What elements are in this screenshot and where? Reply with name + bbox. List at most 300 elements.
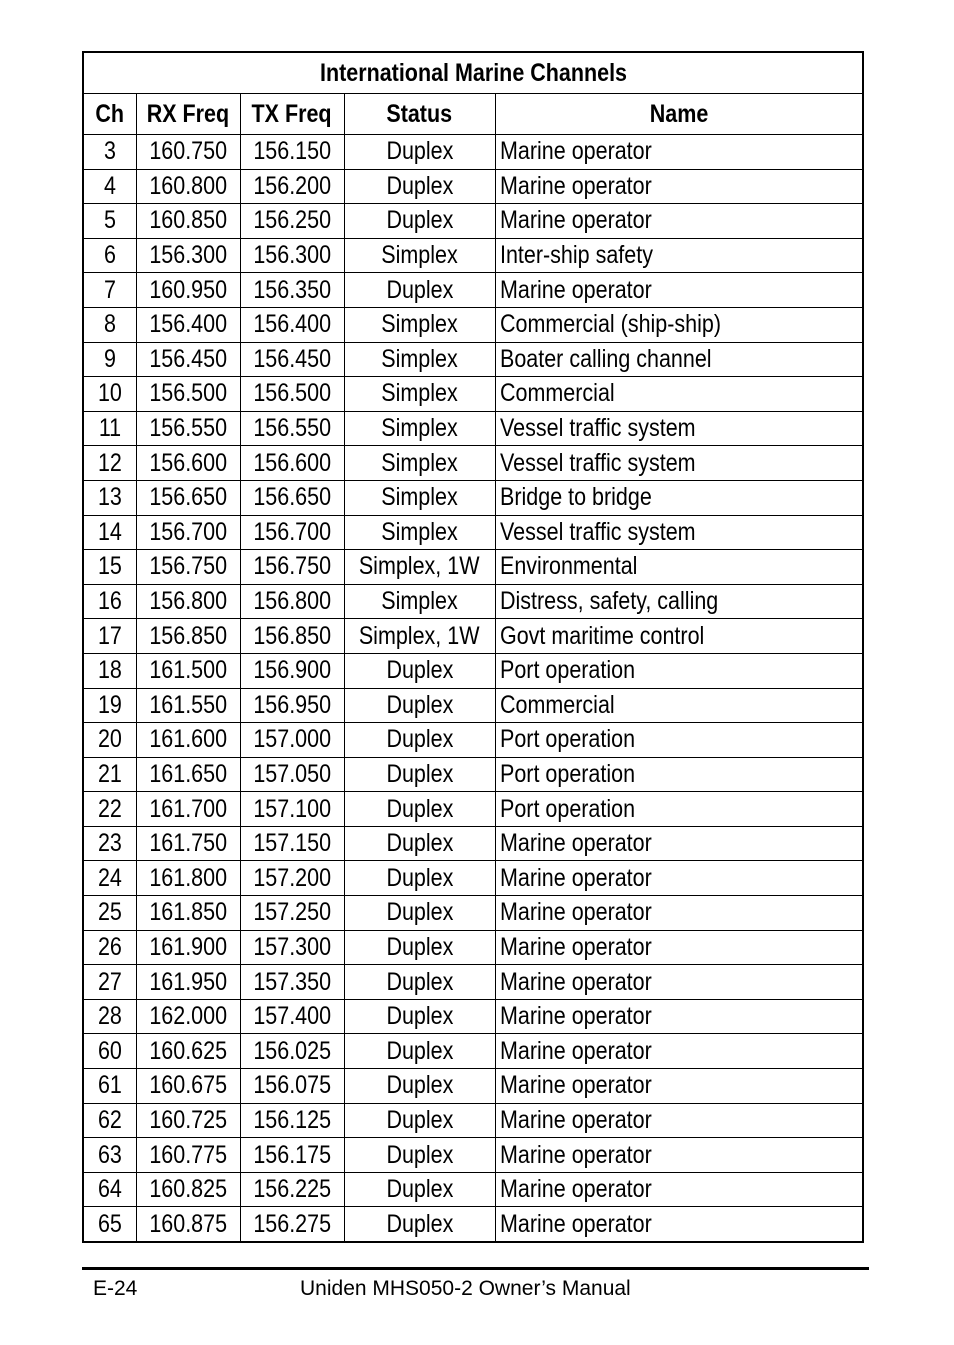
cell-tx-freq-text: 157.300 [253,932,331,961]
cell-tx-freq [240,723,344,758]
cell-ch-text: 17 [97,621,122,650]
cell-rx-freq [136,1138,240,1173]
cell-ch [83,550,136,585]
cell-tx-freq [240,307,344,342]
cell-rx-freq [136,757,240,792]
cell-rx-freq [136,273,240,308]
cell-rx-freq-text: 160.875 [149,1209,227,1238]
cell-name [495,965,863,1000]
cell-tx-freq-text: 156.600 [253,448,331,477]
table-row [83,273,863,308]
cell-tx-freq-text: 156.750 [253,552,331,581]
cell-status-text: Duplex [386,898,453,927]
cell-status [344,550,495,585]
cell-tx-freq-text: 156.850 [253,621,331,650]
cell-status [344,204,495,239]
cell-rx-freq-text: 156.700 [149,517,227,546]
cell-ch-text: 63 [97,1140,122,1169]
cell-name [495,723,863,758]
cell-rx-freq [136,377,240,412]
cell-tx-freq-text: 156.350 [253,275,331,304]
cell-tx-freq-text: 156.075 [253,1071,331,1100]
cell-status [344,377,495,412]
cell-ch [83,723,136,758]
cell-ch [83,411,136,446]
cell-status-text: Simplex [381,241,458,270]
cell-ch-text: 16 [97,587,122,616]
cell-name [495,550,863,585]
cell-status-text: Duplex [386,967,453,996]
cell-name [495,1138,863,1173]
cell-ch-text: 28 [97,1002,122,1031]
cell-tx-freq [240,446,344,481]
cell-status [344,792,495,827]
cell-status [344,480,495,515]
table-row [83,965,863,1000]
cell-tx-freq-text: 156.200 [253,171,331,200]
col-header-status [344,94,495,135]
cell-rx-freq-text: 156.550 [149,414,227,443]
cell-name-text: Marine operator [499,137,652,166]
cell-status [344,757,495,792]
cell-ch-text: 62 [97,1105,122,1134]
cell-status [344,1103,495,1138]
cell-ch-text: 15 [97,552,122,581]
cell-rx-freq-text: 156.650 [149,483,227,512]
cell-name-text: Marine operator [499,898,652,927]
table-row [83,1103,863,1138]
cell-name-text: Marine operator [499,1002,652,1031]
cell-status [344,169,495,204]
cell-tx-freq [240,342,344,377]
cell-name-text: Marine operator [499,863,652,892]
cell-ch-text: 18 [97,656,122,685]
cell-rx-freq-text: 156.800 [149,587,227,616]
cell-tx-freq [240,1207,344,1242]
cell-status-text: Duplex [386,759,453,788]
cell-rx-freq-text: 161.800 [149,863,227,892]
cell-tx-freq [240,688,344,723]
table-row [83,653,863,688]
cell-tx-freq [240,1069,344,1104]
cell-name-text: Marine operator [499,206,652,235]
cell-rx-freq [136,204,240,239]
cell-ch [83,377,136,412]
cell-status [344,688,495,723]
table-row [83,238,863,273]
cell-tx-freq-text: 157.250 [253,898,331,927]
cell-rx-freq [136,411,240,446]
table-row [83,411,863,446]
cell-name-text: Commercial (ship-ship) [499,310,721,339]
cell-tx-freq-text: 156.800 [253,587,331,616]
cell-rx-freq-text: 156.450 [149,344,227,373]
cell-tx-freq-text: 156.900 [253,656,331,685]
table-row [83,792,863,827]
cell-tx-freq [240,1103,344,1138]
cell-name [495,307,863,342]
cell-status [344,619,495,654]
cell-ch-text: 13 [97,483,122,512]
cell-name [495,342,863,377]
cell-status-text: Simplex [381,379,458,408]
cell-tx-freq [240,619,344,654]
cell-ch [83,619,136,654]
cell-rx-freq [136,999,240,1034]
cell-status-text: Duplex [386,1140,453,1169]
manual-title: Uniden MHS050-2 Owner’s Manual [300,1277,631,1300]
cell-name [495,377,863,412]
cell-rx-freq [136,238,240,273]
cell-ch-text: 9 [103,344,116,373]
cell-name [495,1103,863,1138]
col-header-tx-freq-label: TX Freq [251,100,333,128]
cell-name-text: Vessel traffic system [499,517,696,546]
cell-rx-freq [136,930,240,965]
cell-rx-freq-text: 156.600 [149,448,227,477]
cell-name [495,1172,863,1207]
cell-ch [83,1138,136,1173]
cell-tx-freq [240,861,344,896]
cell-ch [83,342,136,377]
table-row [83,688,863,723]
cell-status [344,1207,495,1242]
cell-status-text: Duplex [386,171,453,200]
cell-status [344,411,495,446]
cell-tx-freq [240,169,344,204]
cell-name [495,411,863,446]
cell-status-text: Duplex [386,829,453,858]
cell-tx-freq-text: 156.950 [253,690,331,719]
cell-name [495,204,863,239]
table-row [83,1034,863,1069]
cell-tx-freq-text: 156.150 [253,137,331,166]
cell-rx-freq [136,896,240,931]
cell-tx-freq-text: 156.275 [253,1209,331,1238]
table-row [83,723,863,758]
cell-ch-text: 22 [97,794,122,823]
table-header-row [83,94,863,135]
cell-ch-text: 61 [97,1071,122,1100]
cell-rx-freq-text: 161.850 [149,898,227,927]
cell-tx-freq [240,930,344,965]
cell-status-text: Duplex [386,794,453,823]
cell-status [344,238,495,273]
cell-status-text: Duplex [386,725,453,754]
cell-ch-text: 19 [97,690,122,719]
col-header-tx-freq [240,94,344,135]
cell-rx-freq [136,307,240,342]
cell-tx-freq-text: 156.700 [253,517,331,546]
cell-rx-freq [136,550,240,585]
cell-tx-freq [240,757,344,792]
cell-rx-freq-text: 156.400 [149,310,227,339]
cell-ch [83,1103,136,1138]
cell-rx-freq [136,515,240,550]
cell-name-text: Marine operator [499,1036,652,1065]
cell-status-text: Duplex [386,1071,453,1100]
cell-status [344,1172,495,1207]
cell-status-text: Simplex [381,344,458,373]
cell-name [495,584,863,619]
cell-status [344,861,495,896]
table-row [83,446,863,481]
cell-tx-freq [240,965,344,1000]
table-title-row [83,52,863,94]
cell-name [495,688,863,723]
cell-status [344,1069,495,1104]
cell-tx-freq-text: 157.150 [253,829,331,858]
cell-rx-freq [136,861,240,896]
cell-tx-freq-text: 157.050 [253,759,331,788]
table-row [83,480,863,515]
cell-tx-freq [240,1138,344,1173]
cell-tx-freq-text: 157.200 [253,863,331,892]
cell-rx-freq-text: 160.625 [149,1036,227,1065]
cell-ch [83,792,136,827]
cell-status-text: Duplex [386,1036,453,1065]
cell-ch-text: 27 [97,967,122,996]
table-row [83,584,863,619]
cell-tx-freq [240,999,344,1034]
cell-name [495,515,863,550]
cell-ch-text: 23 [97,829,122,858]
cell-status-text: Simplex [381,448,458,477]
cell-rx-freq [136,965,240,1000]
cell-ch [83,480,136,515]
cell-tx-freq [240,135,344,170]
cell-ch [83,515,136,550]
cell-rx-freq [136,688,240,723]
cell-tx-freq [240,826,344,861]
cell-ch [83,307,136,342]
cell-ch-text: 3 [103,137,116,166]
col-header-name-label: Name [649,100,709,128]
cell-tx-freq [240,204,344,239]
cell-rx-freq [136,653,240,688]
col-header-status-label: Status [386,100,453,128]
cell-name-text: Boater calling channel [499,344,712,373]
table-row [83,1207,863,1242]
cell-name-text: Marine operator [499,1105,652,1134]
cell-rx-freq-text: 160.950 [149,275,227,304]
cell-status [344,965,495,1000]
cell-name [495,861,863,896]
cell-tx-freq-text: 156.175 [253,1140,331,1169]
cell-tx-freq-text: 156.250 [253,206,331,235]
table-body [83,135,863,1243]
cell-rx-freq-text: 160.750 [149,137,227,166]
table-title-text: International Marine Channels [319,59,627,87]
cell-status [344,1034,495,1069]
cell-name-text: Inter-ship safety [499,241,653,270]
cell-tx-freq-text: 157.100 [253,794,331,823]
cell-tx-freq-text: 157.400 [253,1002,331,1031]
cell-tx-freq [240,273,344,308]
cell-rx-freq-text: 156.300 [149,241,227,270]
cell-ch [83,135,136,170]
cell-tx-freq-text: 157.000 [253,725,331,754]
col-header-ch [83,94,136,135]
table-title [83,52,863,94]
cell-rx-freq [136,1207,240,1242]
cell-rx-freq [136,619,240,654]
cell-status-text: Duplex [386,932,453,961]
cell-name-text: Marine operator [499,1175,652,1204]
table-row [83,550,863,585]
cell-ch [83,446,136,481]
table-row [83,861,863,896]
cell-tx-freq-text: 156.500 [253,379,331,408]
cell-ch [83,861,136,896]
cell-ch-text: 24 [97,863,122,892]
cell-tx-freq [240,584,344,619]
cell-status-text: Simplex [381,587,458,616]
cell-status-text: Duplex [386,275,453,304]
table-row [83,377,863,412]
cell-tx-freq [240,515,344,550]
cell-name [495,619,863,654]
cell-rx-freq-text: 160.725 [149,1105,227,1134]
cell-status [344,1138,495,1173]
cell-status [344,826,495,861]
cell-name-text: Environmental [499,552,637,581]
cell-status-text: Simplex [381,414,458,443]
cell-status-text: Duplex [386,656,453,685]
cell-rx-freq-text: 161.750 [149,829,227,858]
cell-rx-freq [136,826,240,861]
cell-tx-freq-text: 156.400 [253,310,331,339]
cell-name-text: Commercial [499,379,615,408]
cell-tx-freq [240,377,344,412]
table-row [83,1172,863,1207]
cell-ch [83,584,136,619]
cell-ch [83,688,136,723]
cell-status [344,515,495,550]
cell-name [495,273,863,308]
cell-name-text: Marine operator [499,1140,652,1169]
cell-ch-text: 5 [103,206,116,235]
cell-tx-freq-text: 156.550 [253,414,331,443]
cell-tx-freq [240,792,344,827]
cell-ch-text: 64 [97,1175,122,1204]
cell-status-text: Simplex, 1W [359,621,480,650]
cell-name-text: Marine operator [499,1071,652,1100]
cell-tx-freq [240,480,344,515]
cell-name [495,1207,863,1242]
cell-tx-freq-text: 156.300 [253,241,331,270]
cell-ch [83,826,136,861]
cell-status-text: Duplex [386,206,453,235]
cell-rx-freq [136,480,240,515]
cell-rx-freq-text: 161.900 [149,932,227,961]
col-header-rx-freq [136,94,240,135]
cell-rx-freq-text: 156.500 [149,379,227,408]
table-row [83,1069,863,1104]
cell-tx-freq-text: 156.650 [253,483,331,512]
table-row [83,896,863,931]
cell-rx-freq-text: 161.950 [149,967,227,996]
cell-ch-text: 11 [98,414,121,443]
table-row [83,204,863,239]
cell-name [495,446,863,481]
cell-name-text: Marine operator [499,275,652,304]
cell-tx-freq-text: 156.125 [253,1105,331,1134]
cell-status-text: Duplex [386,1002,453,1031]
cell-name-text: Marine operator [499,171,652,200]
table-row [83,930,863,965]
cell-rx-freq [136,342,240,377]
cell-rx-freq-text: 156.850 [149,621,227,650]
cell-name [495,169,863,204]
cell-name [495,757,863,792]
page-number: E-24 [93,1277,138,1300]
table-row [83,1138,863,1173]
cell-ch [83,1034,136,1069]
cell-status-text: Duplex [386,690,453,719]
cell-status [344,307,495,342]
cell-ch [83,896,136,931]
table-row [83,135,863,170]
table-row [83,307,863,342]
cell-rx-freq-text: 160.775 [149,1140,227,1169]
col-header-rx-freq-label: RX Freq [146,100,230,128]
cell-rx-freq-text: 160.800 [149,171,227,200]
cell-tx-freq [240,411,344,446]
cell-ch-text: 8 [103,310,116,339]
cell-ch-text: 10 [97,379,122,408]
cell-tx-freq [240,550,344,585]
cell-status [344,584,495,619]
cell-ch [83,965,136,1000]
cell-status [344,446,495,481]
cell-ch [83,1172,136,1207]
cell-status [344,653,495,688]
cell-rx-freq-text: 160.850 [149,206,227,235]
cell-ch-text: 4 [103,171,116,200]
cell-ch [83,1069,136,1104]
table-row [83,515,863,550]
cell-rx-freq-text: 161.550 [149,690,227,719]
cell-ch-text: 26 [97,932,122,961]
cell-name-text: Marine operator [499,932,652,961]
cell-tx-freq-text: 157.350 [253,967,331,996]
cell-name-text: Commercial [499,690,615,719]
cell-name-text: Vessel traffic system [499,448,696,477]
cell-status [344,723,495,758]
cell-name-text: Marine operator [499,1209,652,1238]
cell-status [344,999,495,1034]
cell-status [344,342,495,377]
cell-rx-freq [136,135,240,170]
cell-ch [83,653,136,688]
cell-status [344,896,495,931]
cell-status-text: Simplex [381,310,458,339]
footer-divider [82,1267,869,1270]
cell-name-text: Distress, safety, calling [499,587,718,616]
table-row [83,999,863,1034]
cell-status-text: Duplex [386,1209,453,1238]
table-row [83,619,863,654]
cell-name [495,135,863,170]
cell-rx-freq-text: 161.650 [149,759,227,788]
cell-name-text: Port operation [499,794,635,823]
cell-name-text: Bridge to bridge [499,483,652,512]
cell-status-text: Duplex [386,1175,453,1204]
table-row [83,826,863,861]
cell-rx-freq [136,1034,240,1069]
cell-rx-freq [136,723,240,758]
